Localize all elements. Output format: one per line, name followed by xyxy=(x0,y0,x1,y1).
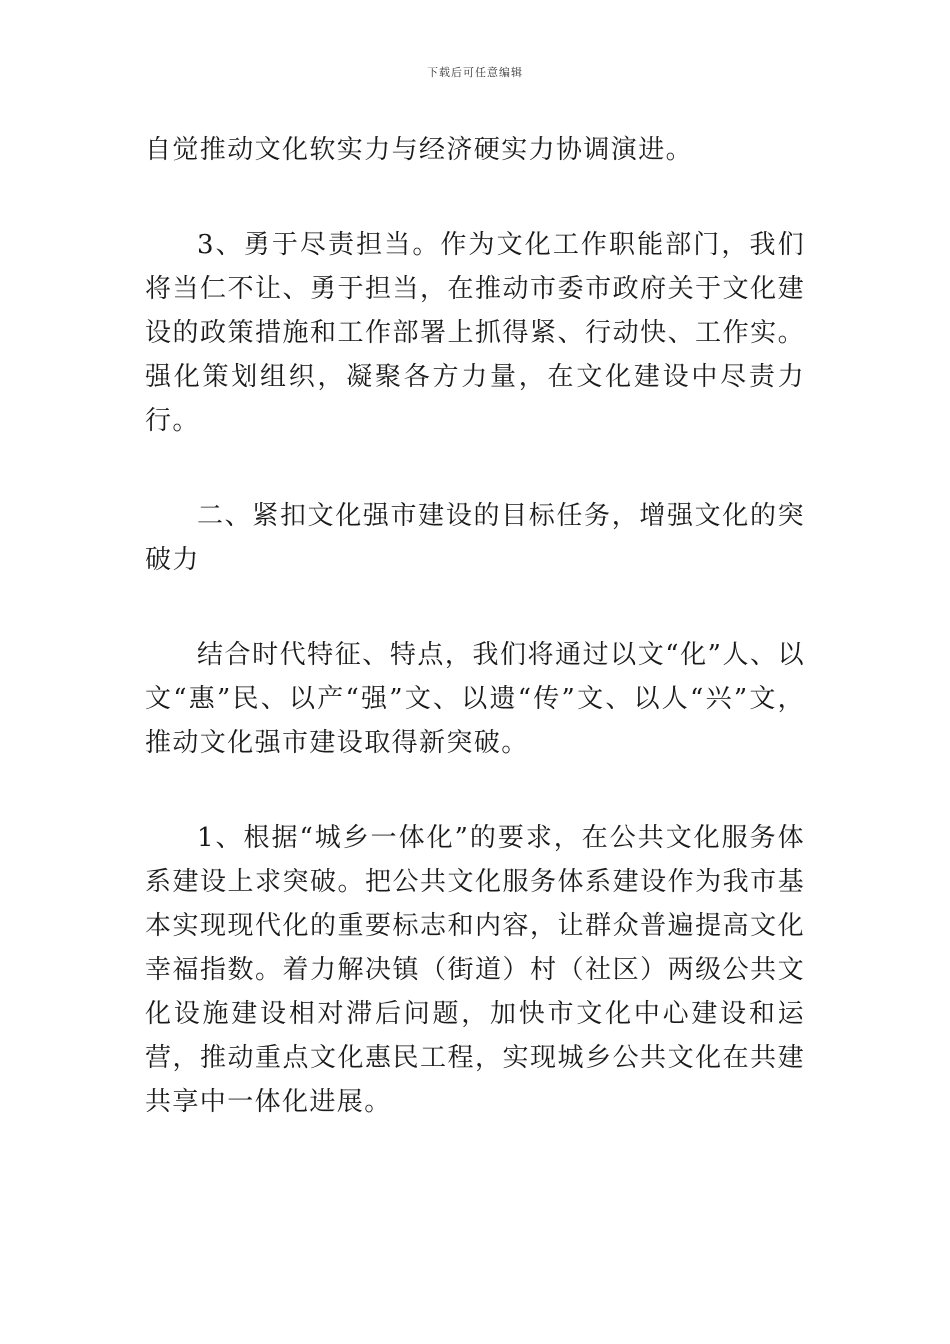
paragraph-continuation: 自觉推动文化软实力与经济硬实力协调演进。 xyxy=(145,135,694,165)
page-header: 下载后可任意编辑 xyxy=(427,66,523,79)
paragraph-item-1: 1、根据“城乡一体化”的要求，在公共文化服务体系建设上求突破。把公共文化服务体系建设作为我市基本实现现代化的重要标志和内容，让群众普遍提高文化幸福指数。着力解决镇（街道）村（社区）两级公共文化设施建设相对滞后问题，加快市文化中心建设和运营，推动重点文化惠民工程，实现城乡公共文化在共建共享中一体化进展。 xyxy=(145,823,805,1117)
document-body xyxy=(145,128,805,1124)
paragraph-intro: 结合时代特征、特点，我们将通过以文“化”人、以文“惠”民、以产“强”文、以遗“传”文、以人“兴”文，推动文化强市建设取得新突破。 xyxy=(145,640,805,758)
section-heading: 二、紧扣文化强市建设的目标任务，增强文化的突破力 xyxy=(145,501,805,575)
paragraph-responsibility: 3、勇于尽责担当。作为文化工作职能部门，我们将当仁不让、勇于担当，在推动市委市政府关于文化建设的政策措施和工作部署上抓得紧、行动快、工作实。强化策划组织，凝聚各方力量，在文化建设中尽责力行。 xyxy=(145,230,805,436)
